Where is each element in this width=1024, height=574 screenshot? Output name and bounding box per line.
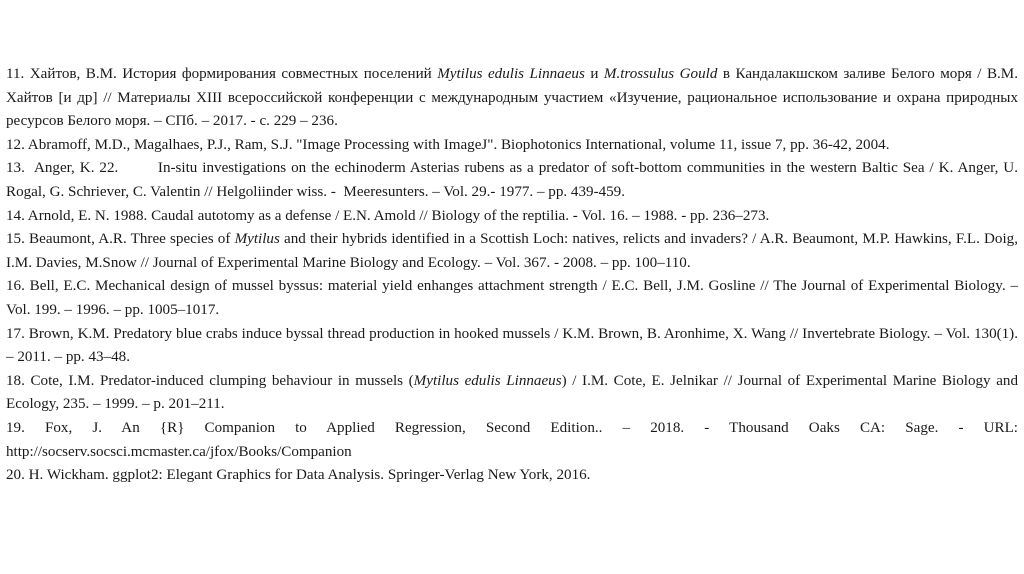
ref-11-species-1: Mytilus edulis Linnaeus — [437, 66, 585, 82]
reference-13 — [6, 157, 1022, 204]
ref-11-text-2: и — [584, 66, 604, 82]
ref-14-text: 14. Arnold, E. N. 1988. Caudal autotomy as a defense / E.N. Amold // Biology of the reptilia. - Vol. 16. – 1988. - pp. 236–273. — [6, 207, 770, 224]
reference-16 — [6, 275, 1018, 322]
reference-12 — [6, 134, 1018, 158]
reference-15 — [6, 228, 1018, 275]
reference-20 — [6, 464, 1018, 488]
ref-20-text: 20. H. Wickham. ggplot2: Elegant Graphics for Data Analysis. Springer-Verlag New York, 2016. — [6, 467, 591, 484]
reference-19 — [6, 417, 1018, 464]
ref-15-genus: Mytilus — [234, 231, 280, 248]
ref-13-text: 13. Anger, K. 22. In-situ investigations on the echinoderm Asterias rubens as a predator of soft-bottom communities in the western Baltic Sea / K. Anger, U. Rogal, G. Schriever, C. Valentin // Helgoliinder wiss. - Meeresunters. – Vol. 29.- 1977. – pp. 439-459. — [6, 160, 1022, 200]
ref-11-text-3: в Кандалакшском заливе Белого моря / В.М. Хайтов [и др] // Материалы XIII всероссийской конференции с международным участием «Изучение, рациональное использование и охрана природных ресурсов Белого моря. – СПб. – 2017. - с. 229 – 236. — [6, 66, 1018, 130]
ref-19-text: 19. Fox, J. An {R} Companion to Applied Regression, Second Edition.. – 2018. - Thousand Oaks CA: Sage. - URL: http://socserv.socsci.mcmaster.ca/jfox/Books/Companion — [6, 419, 1018, 460]
reference-list — [6, 63, 1022, 488]
ref-15-text-1: 15. Beaumont, A.R. Three species of — [6, 231, 235, 248]
ref-18-text-2: ) / I.M. Cote, E. Jelnikar // Journal of Experimental Marine Biology and Ecology, 235. – 1999. – p. 201–211. — [6, 372, 1018, 413]
reference-17 — [6, 323, 1018, 370]
ref-15-text-2: and their hybrids identified in a Scottish Loch: natives, relicts and invaders? / A.R. Beaumont, M.P. Hawkins, F.L. Doig, I.M. Davies, M.Snow // Journal of Experimental Marine Biology and Ecology. – Vol. 367. - 2008. – pp. 100–110. — [6, 231, 1018, 271]
reference-11 — [6, 63, 1018, 134]
reference-18 — [6, 370, 1018, 417]
ref-11-text-1: 11. Хайтов, В.М. История формирования совместных поселений — [6, 66, 438, 82]
ref-18-text-1: 18. Cote, I.M. Predator-induced clumping behaviour in mussels ( — [6, 372, 414, 389]
ref-18-species: Mytilus edulis Linnaeus — [413, 372, 562, 389]
ref-17-text: 17. Brown, K.M. Predatory blue crabs induce byssal thread production in hooked mussels / K.M. Brown, B. Aronhime, X. Wang // Invertebrate Biology. – Vol. 130(1). – 2011. – pp. 43–48. — [6, 325, 1018, 366]
ref-16-text: 16. Bell, E.C. Mechanical design of mussel byssus: material yield enhanges attachment strength / E.C. Bell, J.M. Gosline // The Journal of Experimental Biology. – Vol. 199. – 1996. – pp. 1005–1017. — [6, 278, 1018, 318]
ref-12-text: 12. Abramoff, M.D., Magalhaes, P.J., Ram, S.J. "Image Processing with ImageJ". Biophotonics International, volume 11, issue 7, pp. 36-42, 2004. — [6, 136, 890, 153]
reference-14 — [6, 205, 1018, 229]
ref-11-species-2: M.trossulus Gould — [603, 66, 718, 82]
